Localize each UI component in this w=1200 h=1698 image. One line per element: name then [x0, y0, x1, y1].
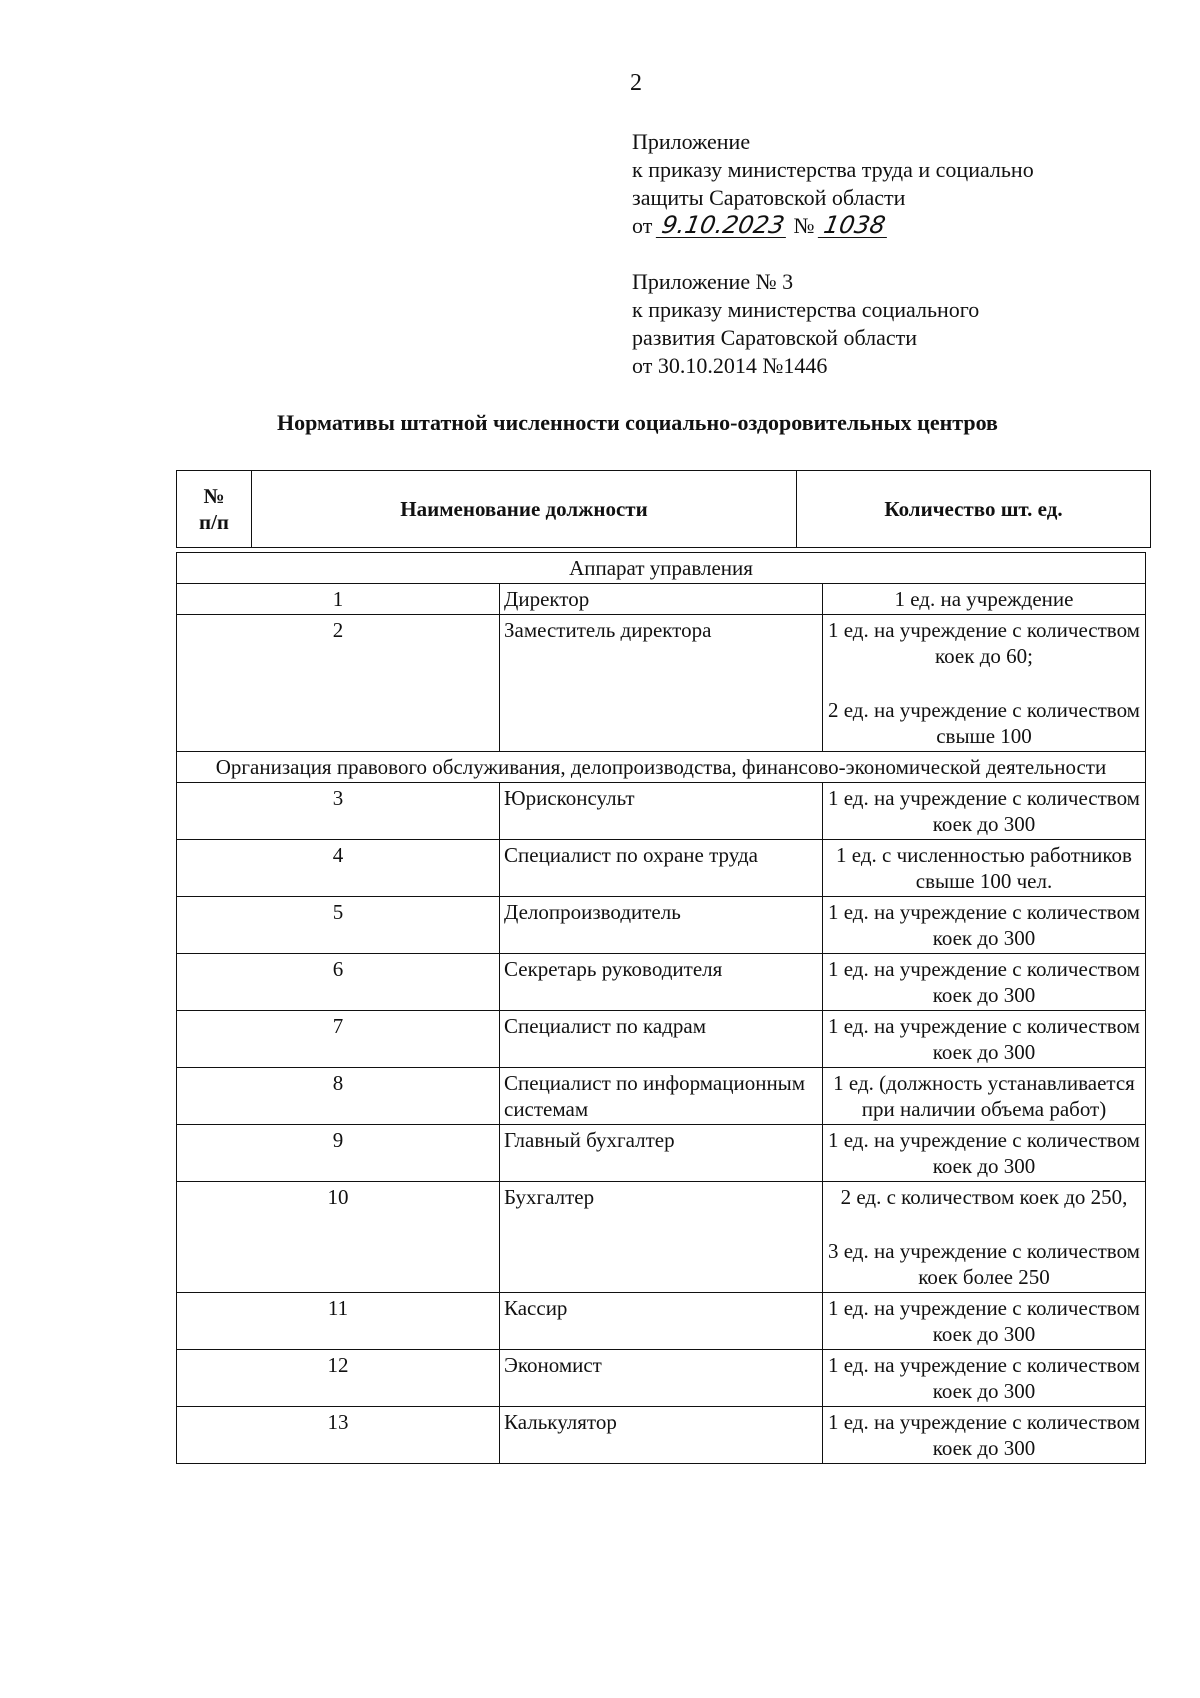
position-quantity: [823, 954, 1146, 1011]
position-quantity: [823, 1125, 1146, 1182]
appendix-original-line: развития Саратовской области: [632, 325, 917, 350]
row-number: 13: [177, 1407, 500, 1464]
quantity-spacer: [827, 1210, 1141, 1238]
header-qty: Количество шт. ед.: [884, 497, 1063, 521]
position-name: Бухгалтер: [500, 1182, 823, 1293]
table-header: [176, 470, 1151, 548]
row-number: 7: [177, 1011, 500, 1068]
quantity-line: 1 ед. на учреждение с количеством коек до 300: [828, 1353, 1140, 1403]
appendix-original: [632, 268, 979, 380]
row-number: 9: [177, 1125, 500, 1182]
handwritten-number: 1038: [818, 213, 891, 238]
table-row: [177, 1011, 1146, 1068]
position-quantity: [823, 1182, 1146, 1293]
row-number: 12: [177, 1350, 500, 1407]
quantity-spacer: [827, 669, 1141, 697]
header-num: № п/п: [177, 471, 252, 547]
document-title: Нормативы штатной численности социально-оздоровительных центров: [277, 410, 998, 435]
header-name: Наименование должности: [252, 471, 797, 547]
section-row: [177, 752, 1146, 783]
staff-table: [176, 552, 1146, 1464]
appendix-original-line: к приказу министерства социального: [632, 297, 980, 322]
appendix-current-line: Приложение: [632, 129, 751, 154]
position-quantity: [823, 783, 1146, 840]
quantity-line: 1 ед. на учреждение с количеством коек до 300: [828, 1410, 1140, 1460]
position-quantity: [823, 584, 1146, 615]
quantity-line: 1 ед. на учреждение с количеством коек до 300: [828, 1296, 1140, 1346]
table-row: [177, 840, 1146, 897]
quantity-line: 3 ед. на учреждение с количеством коек более 250: [828, 1239, 1140, 1289]
quantity-line: 1 ед. на учреждение с количеством коек до 300: [828, 1128, 1140, 1178]
quantity-line: 1 ед. на учреждение с количеством коек до 300: [828, 900, 1140, 950]
position-quantity: [823, 1350, 1146, 1407]
position-name: Специалист по охране труда: [500, 840, 823, 897]
table-row: [177, 1125, 1146, 1182]
position-name: Главный бухгалтер: [500, 1125, 823, 1182]
quantity-line: 1 ед. на учреждение с количеством коек до 300: [828, 1014, 1140, 1064]
row-number: 8: [177, 1068, 500, 1125]
appendix-current-date-line: [632, 212, 1034, 240]
table-row: [177, 1350, 1146, 1407]
quantity-line: 2 ед. на учреждение с количеством свыше 100: [828, 698, 1140, 748]
position-quantity: [823, 1068, 1146, 1125]
position-name: Экономист: [500, 1350, 823, 1407]
section-title: Аппарат управления: [177, 553, 1146, 584]
quantity-line: 1 ед. на учреждение: [894, 587, 1074, 611]
row-number: 1: [177, 584, 500, 615]
appendix-current-line: защиты Саратовской области: [632, 185, 906, 210]
section-row: [177, 553, 1146, 584]
position-name: Кассир: [500, 1293, 823, 1350]
appendix-current: [632, 128, 1034, 240]
table-row: [177, 954, 1146, 1011]
appendix-original-line: Приложение № 3: [632, 269, 794, 294]
section-title: Организация правового обслуживания, делопроизводства, финансово-экономической деятельности: [177, 752, 1146, 783]
position-name: Юрисконсульт: [500, 783, 823, 840]
table-row: [177, 584, 1146, 615]
row-number: 2: [177, 615, 500, 752]
table-row: [177, 615, 1146, 752]
row-number: 4: [177, 840, 500, 897]
table-row: [177, 1293, 1146, 1350]
position-name: Специалист по кадрам: [500, 1011, 823, 1068]
table-row: [177, 897, 1146, 954]
position-quantity: [823, 840, 1146, 897]
table-row: [177, 1407, 1146, 1464]
position-name: Специалист по информационным системам: [500, 1068, 823, 1125]
position-name: Заместитель директора: [500, 615, 823, 752]
quantity-line: 1 ед. на учреждение с количеством коек до 60;: [828, 618, 1140, 668]
table-row: [177, 1182, 1146, 1293]
position-quantity: [823, 897, 1146, 954]
quantity-line: 1 ед. с численностью работников свыше 100 чел.: [836, 843, 1132, 893]
row-number: 10: [177, 1182, 500, 1293]
number-sign: №: [793, 213, 815, 238]
appendix-current-line: к приказу министерства труда и социально: [632, 157, 1034, 182]
appendix-original-line: от 30.10.2014 №1446: [632, 353, 828, 378]
position-name: Калькулятор: [500, 1407, 823, 1464]
quantity-line: 2 ед. с количеством коек до 250,: [840, 1185, 1128, 1209]
row-number: 5: [177, 897, 500, 954]
staff-table-body: [177, 553, 1146, 1464]
position-name: Директор: [500, 584, 823, 615]
quantity-line: 1 ед. (должность устанавливается при наличии объема работ): [833, 1071, 1135, 1121]
date-prefix: от: [632, 213, 653, 238]
position-quantity: [823, 1011, 1146, 1068]
row-number: 3: [177, 783, 500, 840]
row-number: 6: [177, 954, 500, 1011]
position-name: Делопроизводитель: [500, 897, 823, 954]
position-name: Секретарь руководителя: [500, 954, 823, 1011]
handwritten-date: 9.10.2023: [656, 213, 791, 238]
position-quantity: [823, 615, 1146, 752]
table-row: [177, 1068, 1146, 1125]
quantity-line: 1 ед. на учреждение с количеством коек до 300: [828, 957, 1140, 1007]
page-number: 2: [630, 70, 642, 96]
row-number: 11: [177, 1293, 500, 1350]
position-quantity: [823, 1407, 1146, 1464]
quantity-line: 1 ед. на учреждение с количеством коек до 300: [828, 786, 1140, 836]
position-quantity: [823, 1293, 1146, 1350]
table-row: [177, 783, 1146, 840]
